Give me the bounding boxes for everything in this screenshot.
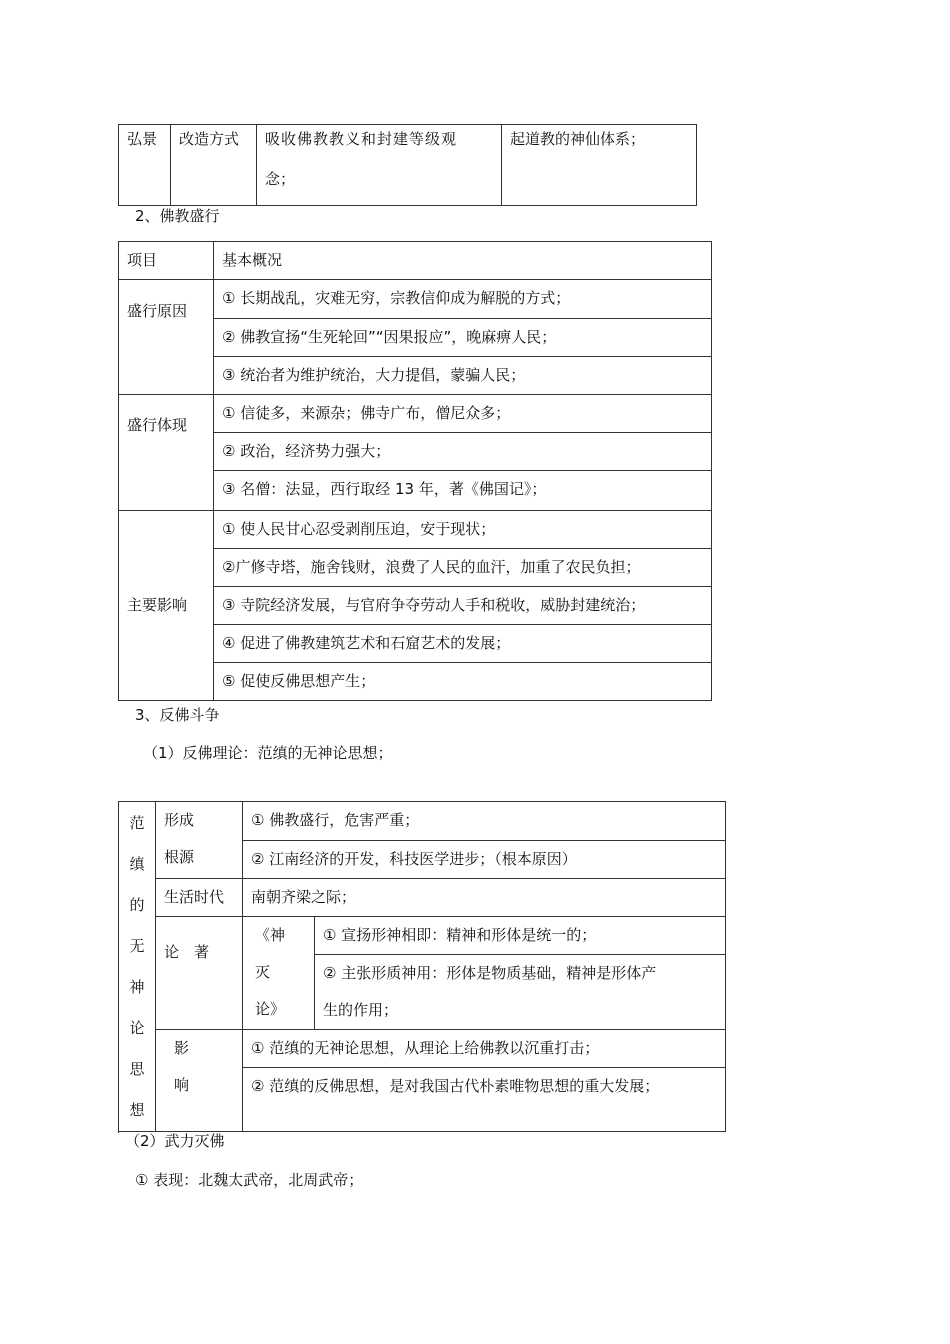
manifestation-item-3: ③ 名僧：法显，西行取经 13 年，著《佛国记》； bbox=[214, 471, 712, 511]
book-title-line-3: 论》 bbox=[255, 1000, 286, 1018]
subsection-1-title: （1）反佛理论：范缜的无神论思想； bbox=[143, 744, 393, 762]
origin-label-line-1: 形成 bbox=[164, 811, 195, 829]
reform-line-2: 念； bbox=[265, 170, 296, 188]
atheism-impact-item-2: ② 范缜的反佛思想，是对我国古代朴素唯物思想的重大发展； bbox=[243, 1068, 726, 1132]
manifestation-item-1: ① 信徒多，来源杂；佛寺广布，僧尼众多； bbox=[214, 395, 712, 433]
origin-item-1: ① 佛教盛行，危害严重； bbox=[243, 802, 726, 841]
impact-item-2: ②广修寺塔，施舍钱财，浪费了人民的血汗，加重了农民负担； bbox=[214, 549, 712, 587]
subsection-2-item: ① 表现：北魏太武帝，北周武帝； bbox=[135, 1171, 364, 1189]
side-char-1: 范 bbox=[129, 813, 145, 832]
reason-item-1: ① 长期战乱，灾难无穷，宗教信仰成为解脱的方式； bbox=[214, 280, 712, 319]
impact-label-line-1: 影 bbox=[174, 1039, 190, 1057]
impact-item-1: ① 使人民甘心忍受剥削压迫，安于现状； bbox=[214, 511, 712, 549]
impact-label bbox=[156, 1030, 243, 1132]
impact-item-4: ④ 促进了佛教建筑艺术和石窟艺术的发展； bbox=[214, 625, 712, 663]
works-item-2-line-2: 生的作用； bbox=[323, 1001, 399, 1019]
side-char-4: 无 bbox=[129, 936, 145, 955]
table-daoism-reform bbox=[118, 124, 697, 206]
side-char-3: 的 bbox=[129, 895, 145, 914]
reason-item-2: ② 佛教宣扬“生死轮回”“因果报应”，晚麻痹人民； bbox=[214, 319, 712, 357]
cell-reform-content bbox=[257, 125, 502, 206]
impact-item-5: ⑤ 促使反佛思想产生； bbox=[214, 663, 712, 701]
origin-label bbox=[156, 802, 243, 879]
book-title-line-2: 灭 bbox=[255, 963, 271, 981]
side-char-2: 缜 bbox=[129, 854, 145, 873]
side-label-fanzhen bbox=[119, 802, 156, 1132]
group-label-reasons: 盛行原因 bbox=[119, 280, 214, 395]
section-2-title: 2、佛教盛行 bbox=[135, 207, 220, 225]
cell-person: 弘景 bbox=[119, 125, 171, 206]
impact-item-3: ③ 寺院经济发展，与官府争夺劳动人手和税收，威胁封建统治； bbox=[214, 587, 712, 625]
book-title bbox=[243, 917, 315, 1030]
table-fanzhen-atheism bbox=[118, 801, 726, 1132]
section-3-title: 3、反佛斗争 bbox=[135, 706, 220, 724]
era-label: 生活时代 bbox=[156, 879, 243, 917]
era-value: 南朝齐梁之际； bbox=[243, 879, 726, 917]
reason-item-3: ③ 统治者为维护统治，大力提倡，蒙骗人民； bbox=[214, 357, 712, 395]
subsection-2-title: （2）武力灭佛 bbox=[125, 1132, 225, 1150]
group-label-impact: 主要影响 bbox=[119, 511, 214, 701]
origin-item-2: ② 江南经济的开发，科技医学进步；（根本原因） bbox=[243, 841, 726, 879]
reform-line-1: 吸收佛教教义和封建等级观 bbox=[265, 130, 458, 148]
table-buddhism-prosperity bbox=[118, 241, 712, 701]
side-char-7: 思 bbox=[129, 1059, 145, 1078]
side-char-6: 论 bbox=[129, 1018, 145, 1037]
works-item-2-line-1: ② 主张形质神用：形体是物质基础，精神是形体产 bbox=[323, 964, 657, 982]
works-item-2 bbox=[315, 955, 726, 1030]
cell-reform-result: 起道教的神仙体系； bbox=[502, 125, 697, 206]
impact-label-line-2: 响 bbox=[174, 1076, 190, 1094]
works-item-1: ① 宣扬形神相即：精神和形体是统一的； bbox=[315, 917, 726, 955]
side-char-5: 神 bbox=[129, 977, 145, 996]
book-title-line-1: 《神 bbox=[255, 926, 286, 944]
manifestation-item-2: ② 政治，经济势力强大； bbox=[214, 433, 712, 471]
side-char-8: 想 bbox=[129, 1100, 145, 1119]
origin-label-line-2: 根源 bbox=[164, 848, 195, 866]
group-label-manifestation: 盛行体现 bbox=[119, 395, 214, 511]
header-overview: 基本概况 bbox=[214, 242, 712, 280]
works-label: 论 著 bbox=[156, 917, 243, 1030]
atheism-impact-item-1: ① 范缜的无神论思想，从理论上给佛教以沉重打击； bbox=[243, 1030, 726, 1068]
header-item: 项目 bbox=[119, 242, 214, 280]
cell-reform-label: 改造方式 bbox=[171, 125, 257, 206]
